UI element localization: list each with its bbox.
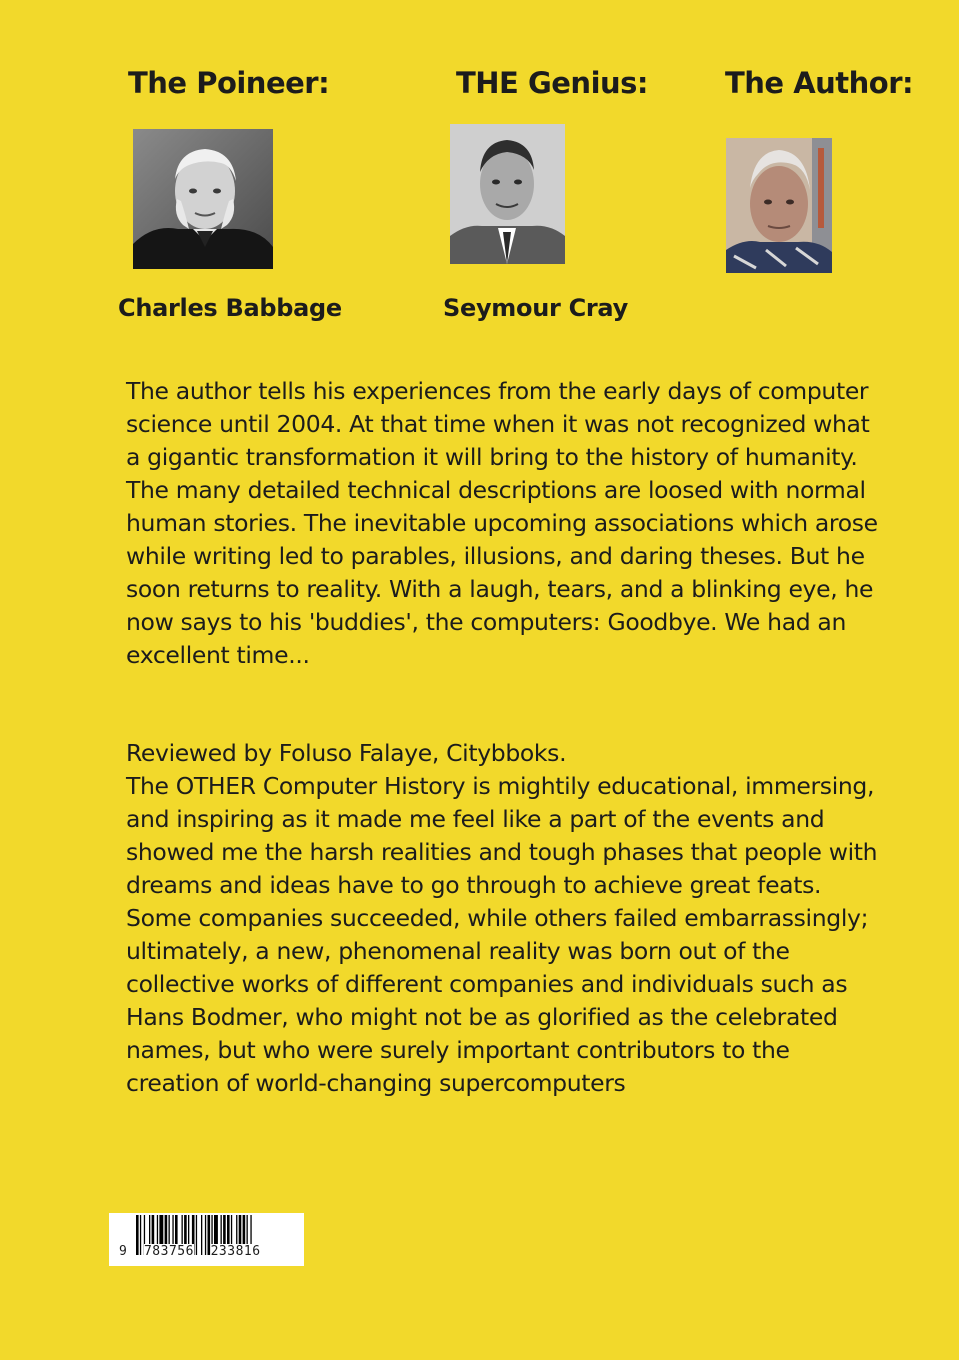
caption-charles-babbage: Charles Babbage (118, 294, 342, 322)
review-byline: Reviewed by Foluso Falaye, Citybboks. (126, 739, 567, 767)
review-section (126, 737, 886, 1100)
barcode-number (119, 1244, 261, 1259)
portrait-seymour-cray (450, 124, 565, 264)
heading-genius: THE Genius: (456, 66, 649, 100)
description-paragraph-2: The many detailed technical descriptions are loosed with normal human stories. The inevitable upcoming associations which arose while writing led to parables, illusions, and daring theses. But he soon returns to reality. With a laugh, tears, and a blinking eye, he now says to his 'buddies', the computers: Goodbye. We had an excellent time... (126, 476, 878, 669)
book-description (126, 375, 886, 672)
heading-pioneer: The Poineer: (128, 66, 330, 100)
isbn-barcode (109, 1213, 304, 1266)
barcode-group-2: 233816 (210, 1244, 261, 1259)
portrait-author (726, 138, 832, 273)
barcode-group-1: 783756 (143, 1244, 194, 1259)
heading-author: The Author: (725, 66, 914, 100)
caption-seymour-cray: Seymour Cray (443, 294, 628, 322)
portrait-charles-babbage (133, 129, 273, 269)
barcode-lead-digit: 9 (119, 1244, 128, 1259)
description-paragraph-1: The author tells his experiences from the early days of computer science until 2004. At that time when it was not recognized what a gigantic transformation it will bring to the history of humanity. (126, 377, 870, 471)
review-text: The OTHER Computer History is mightily educational, immersing, and inspiring as it made me feel like a part of the events and showed me the harsh realities and tough phases that people with dreams and ideas have to go through to achieve great feats. Some companies succeeded, while others failed embarrassingly; ultimately, a new, phenomenal reality was born out of the collective works of different companies and individuals such as Hans Bodmer, who might not be as glorified as the celebrated names, but who were surely important contributors to the creation of world-changing supercomputers (126, 772, 878, 1097)
